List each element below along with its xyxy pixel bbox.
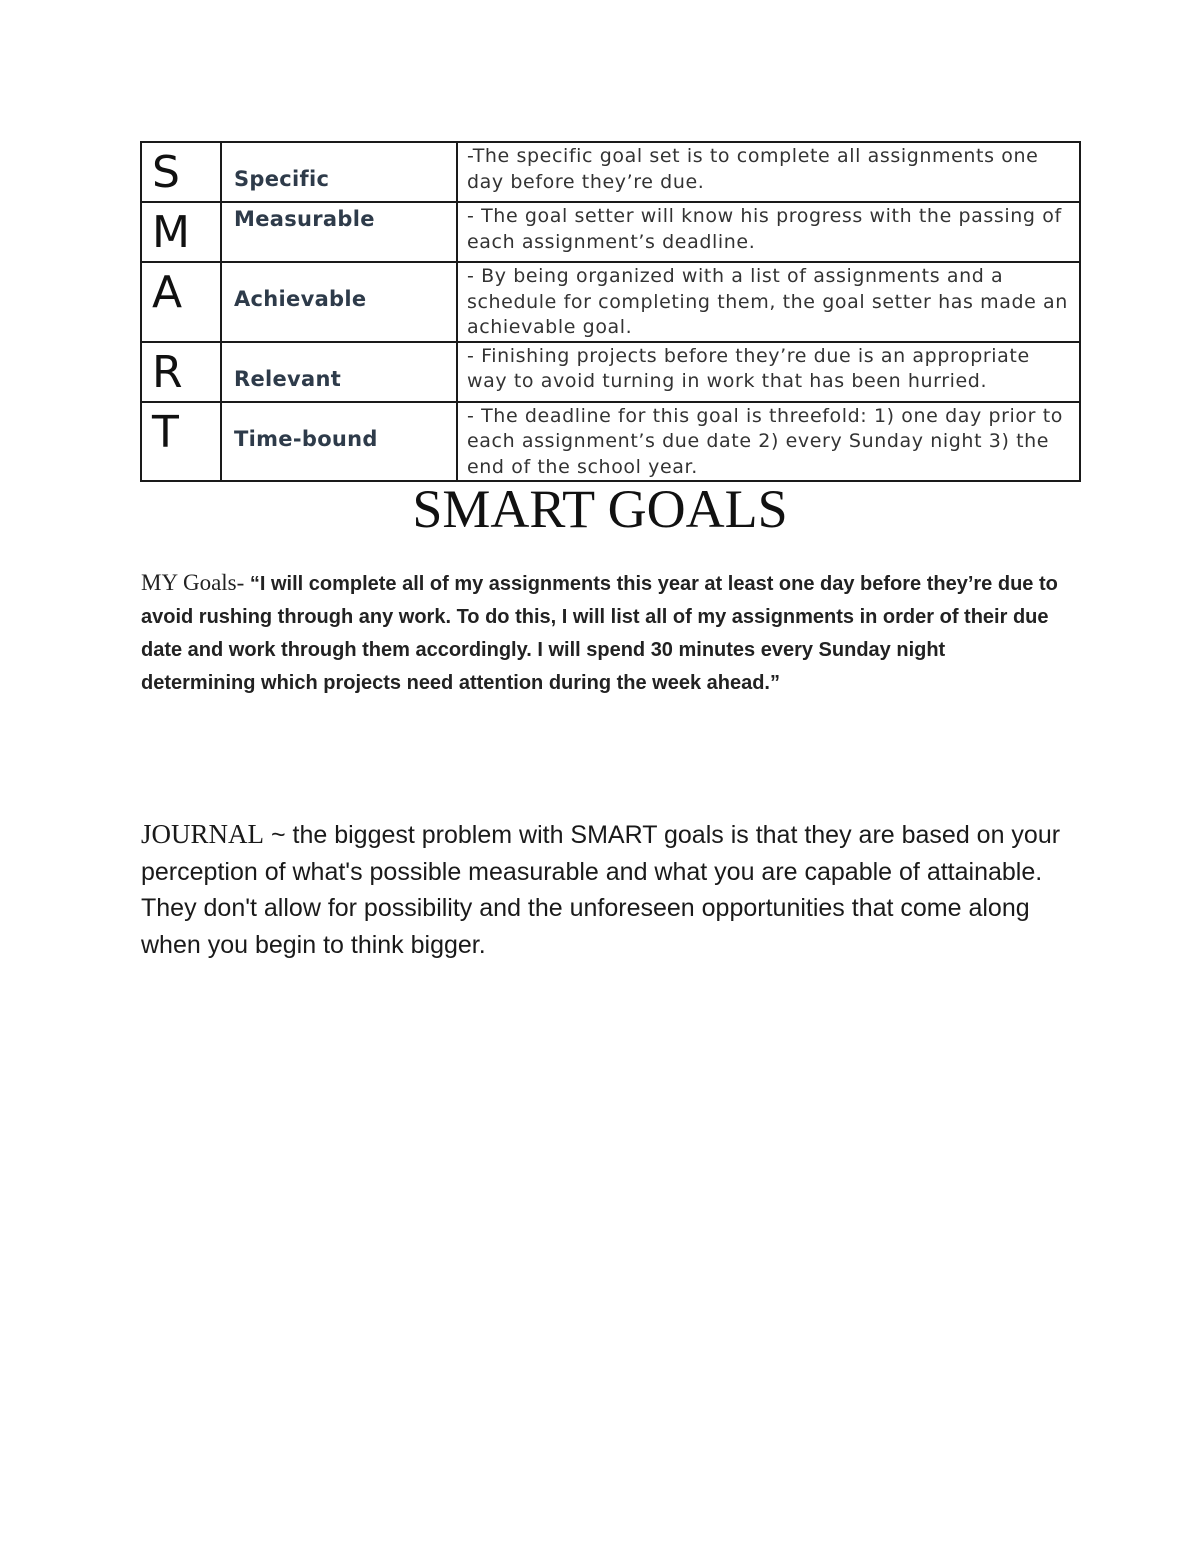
- smart-row-achievable: [141, 262, 1080, 342]
- my-goals-text: “I will complete all of my assignments this year at least one day before they’re due to avoid rushing through any work. To do this, I will list all of my assignments in order of their due date and work through them accordingly. I will spend 30 minutes every Sunday night determining which projects need attention during the week ahead.”: [141, 573, 1058, 694]
- smart-letter: A: [141, 262, 221, 342]
- smart-letter: M: [141, 202, 221, 262]
- journal-paragraph: [141, 816, 1081, 963]
- smart-row-relevant: [141, 342, 1080, 402]
- smart-description: - The deadline for this goal is threefold: 1) one day prior to each assignment’s due date 2) every Sunday night 3) the end of the school year.: [457, 402, 1080, 482]
- smart-row-specific: [141, 142, 1080, 202]
- smart-term: Measurable: [221, 202, 457, 262]
- smart-table: [140, 141, 1081, 482]
- smart-description: - By being organized with a list of assignments and a schedule for completing them, the goal setter has made an achievable goal.: [457, 262, 1080, 342]
- smart-term: Specific: [221, 142, 457, 202]
- journal-label: JOURNAL: [141, 819, 265, 849]
- smart-description: - Finishing projects before they’re due is an appropriate way to avoid turning in work that has been hurried.: [457, 342, 1080, 402]
- journal-text: ~ the biggest problem with SMART goals is that they are based on your perception of what's possible measurable and what you are capable of attainable. They don't allow for possibility and the unforeseen opportunities that come along when you begin to think bigger.: [141, 821, 1061, 959]
- smart-term: Time-bound: [221, 402, 457, 482]
- smart-letter: S: [141, 142, 221, 202]
- smart-row-time-bound: [141, 402, 1080, 482]
- smart-term: Relevant: [221, 342, 457, 402]
- smart-description: -The specific goal set is to complete all assignments one day before they’re due.: [457, 142, 1080, 202]
- page-title: SMART GOALS: [412, 479, 788, 539]
- smart-letter: T: [141, 402, 221, 482]
- smart-letter: R: [141, 342, 221, 402]
- smart-description: - The goal setter will know his progress with the passing of each assignment’s deadline.: [457, 202, 1080, 262]
- my-goals-label: MY Goals-: [141, 570, 245, 595]
- smart-row-measurable: [141, 202, 1080, 262]
- smart-term: Achievable: [221, 262, 457, 342]
- my-goals-paragraph: [141, 566, 1061, 700]
